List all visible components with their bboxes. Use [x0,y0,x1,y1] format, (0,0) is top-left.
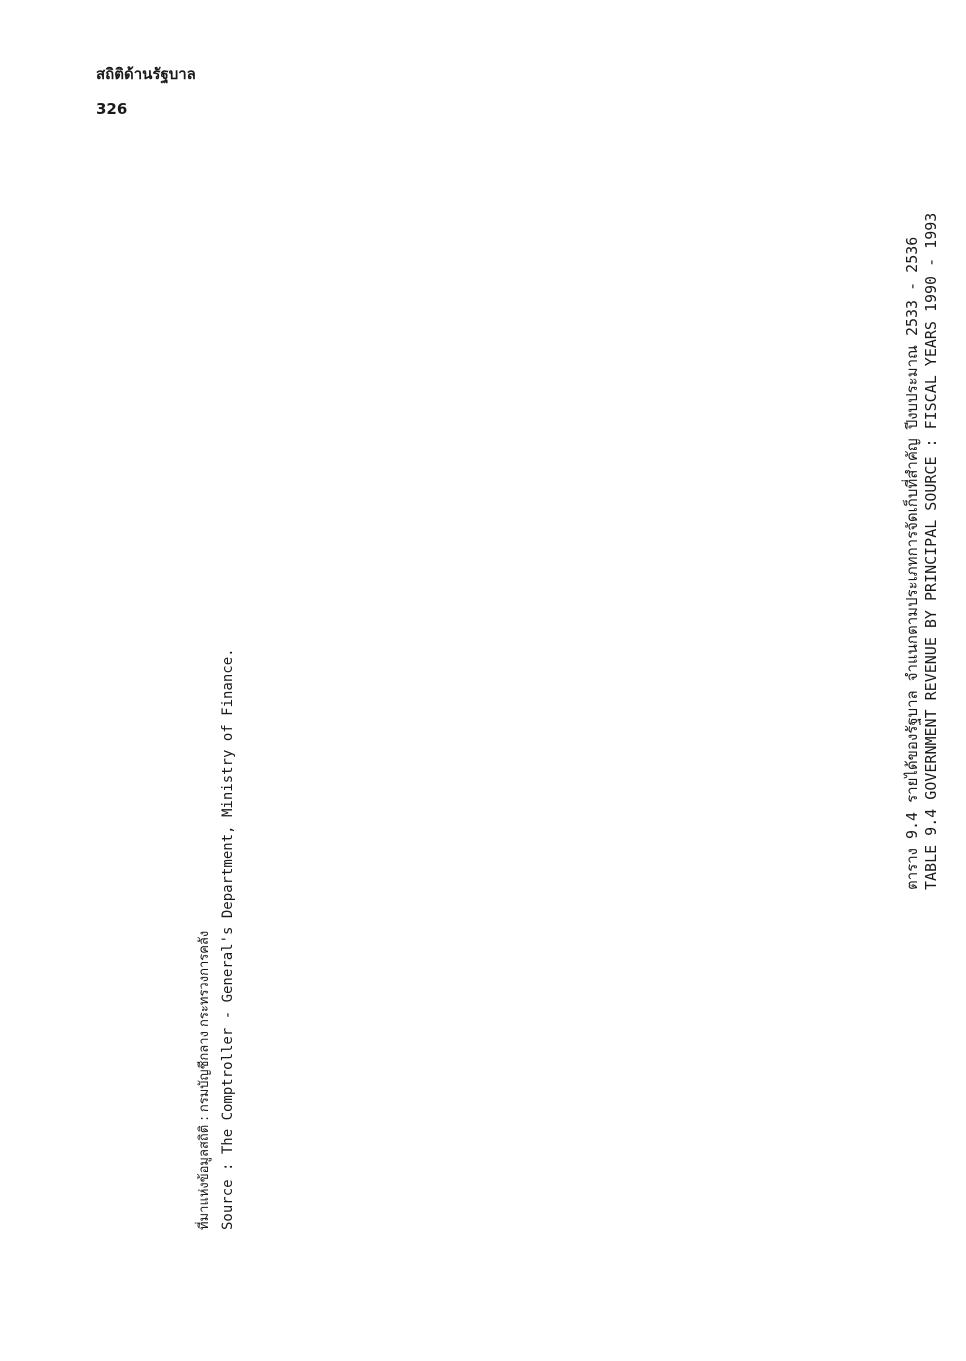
source-english: Source : The Comptroller - General's Department, Ministry of Finance. [220,648,236,1230]
table-title-thai: ตาราง 9.4 รายได้ของรัฐบาล จำแนกตามประเภทการจัดเก็บที่สำคัญ ปีงบประมาณ 2533 - 2536 [903,236,921,890]
page-number: 326 [96,100,128,118]
table-title-english: TABLE 9.4 GOVERNMENT REVENUE BY PRINCIPAL SOURCE : FISCAL YEARS 1990 - 1993 [922,212,940,890]
document-title: สถิติด้านรัฐบาล [96,65,196,83]
source-thai: ที่มาแห่งข้อมูลสถิติ : กรมบัญชีกลาง กระทรวงการคลัง [197,930,212,1230]
rotated-table [900,150,966,1360]
